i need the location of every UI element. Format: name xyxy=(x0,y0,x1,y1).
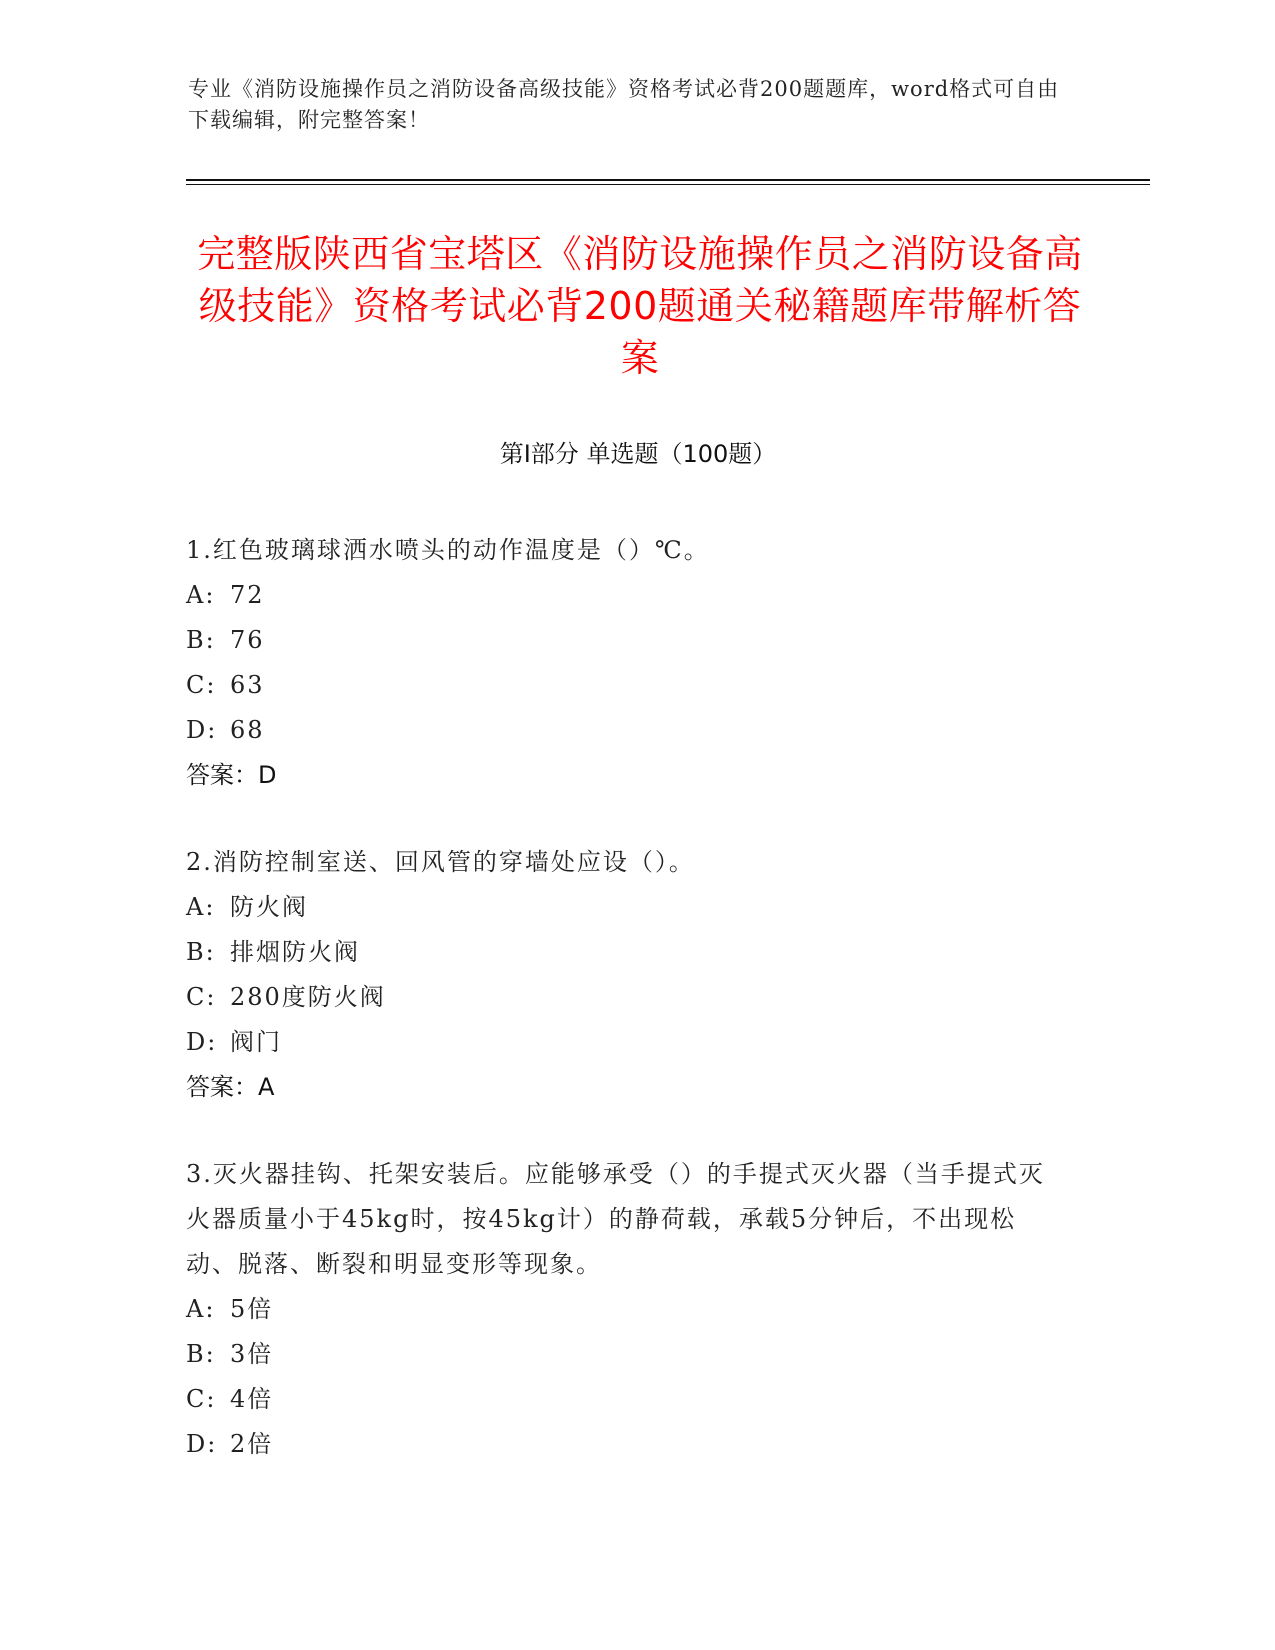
question-stem: 2.消防控制室送、回风管的穿墙处应设（）。 xyxy=(186,848,695,876)
option-text: 72 xyxy=(230,581,265,609)
option-c xyxy=(186,1377,1066,1422)
header-rule-thin xyxy=(186,184,1150,185)
question-stem: 1.红色玻璃球洒水喷头的动作温度是（）℃。 xyxy=(186,536,710,564)
option-text: 5倍 xyxy=(230,1295,274,1323)
question-3 xyxy=(186,1152,1066,1467)
option-key: D: xyxy=(186,1028,218,1056)
section-heading: 第Ⅰ部分 单选题（100题） xyxy=(499,440,777,468)
document-title: 完整版陕西省宝塔区《消防设施操作员之消防设备高级技能》资格考试必背200题通关秘籍题库带解析答案 xyxy=(197,232,1083,380)
option-text: 4倍 xyxy=(230,1385,274,1413)
option-text: 2倍 xyxy=(230,1430,274,1458)
question-list xyxy=(186,528,1066,1509)
option-key: B: xyxy=(186,1340,216,1368)
option-key: A: xyxy=(186,893,216,921)
option-key: D: xyxy=(186,1430,218,1458)
option-text: 76 xyxy=(230,626,265,654)
question-2 xyxy=(186,840,1066,1110)
option-key: A: xyxy=(186,1295,216,1323)
option-text: 68 xyxy=(230,716,265,744)
option-key: B: xyxy=(186,938,216,966)
option-text: 排烟防火阀 xyxy=(230,938,360,966)
option-text: 280度防火阀 xyxy=(230,983,386,1011)
question-answer: 答案：A xyxy=(186,1073,275,1101)
option-c xyxy=(186,975,1066,1020)
option-b xyxy=(186,930,1066,975)
question-stem: 3.灭火器挂钩、托架安装后。应能够承受（）的手提式灭火器（当手提式灭火器质量小于45kg时，按45kg计）的静荷载，承载5分钟后，不出现松动、脱落、断裂和明显变形等现象。 xyxy=(186,1160,1045,1278)
question-1 xyxy=(186,528,1066,798)
option-text: 3倍 xyxy=(230,1340,274,1368)
option-c xyxy=(186,663,1066,708)
option-a xyxy=(186,1287,1066,1332)
option-key: D: xyxy=(186,716,218,744)
option-text: 防火阀 xyxy=(230,893,308,921)
header-rule-thick xyxy=(186,179,1150,181)
option-d xyxy=(186,708,1066,753)
option-key: C: xyxy=(186,1385,217,1413)
option-d xyxy=(186,1020,1066,1065)
option-b xyxy=(186,618,1066,663)
option-a xyxy=(186,573,1066,618)
option-d xyxy=(186,1422,1066,1467)
option-key: B: xyxy=(186,626,216,654)
question-answer: 答案：D xyxy=(186,761,277,789)
option-key: A: xyxy=(186,581,216,609)
option-a xyxy=(186,885,1066,930)
option-key: C: xyxy=(186,671,217,699)
header-note: 专业《消防设施操作员之消防设备高级技能》资格考试必背200题题库，word格式可自由下载编辑，附完整答案！ xyxy=(188,77,1060,132)
option-text: 63 xyxy=(230,671,265,699)
option-text: 阀门 xyxy=(230,1028,282,1056)
option-b xyxy=(186,1332,1066,1377)
option-key: C: xyxy=(186,983,217,1011)
